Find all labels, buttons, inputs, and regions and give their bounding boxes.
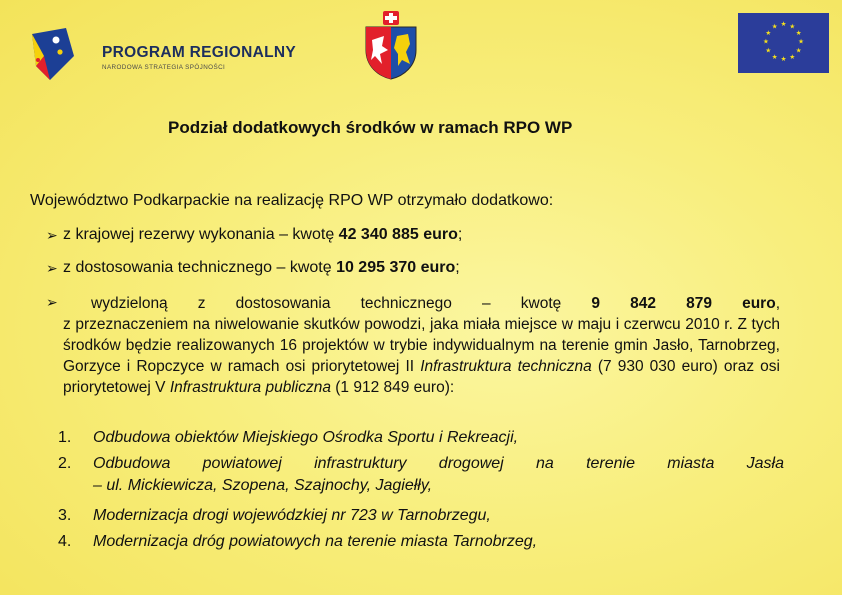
svg-text:★: ★: [780, 20, 787, 28]
program-subtitle: NARODOWA STRATEGIA SPÓJNOŚCI: [102, 64, 226, 71]
arrow-bullet-icon: ➢: [46, 260, 58, 276]
list-item: [58, 531, 784, 553]
svg-text:★: ★: [765, 28, 772, 37]
list-item-text: Odbudowa obiektów Miejskiego Ośrodka Sportu i Rekreacji,: [93, 429, 519, 446]
list-item: [58, 427, 784, 453]
program-title: PROGRAM REGIONALNY: [102, 44, 296, 61]
amount: 42 340 885 euro: [338, 226, 458, 243]
amount: 9 842 879 euro: [591, 295, 776, 312]
slide-title: Podział dodatkowych środków w ramach RPO WP: [168, 118, 573, 137]
bullet-text: z dostosowania technicznego – kwotę 10 295 370 euro;: [63, 259, 460, 276]
program-regionalny-logo: [30, 26, 296, 84]
svg-text:★: ★: [771, 22, 778, 31]
list-number: 1.: [58, 429, 72, 446]
svg-text:★: ★: [789, 22, 796, 31]
program-regionalny-logo-mark: [30, 26, 76, 82]
list-number: 2.: [58, 455, 72, 472]
svg-text:★: ★: [762, 37, 769, 46]
svg-text:★: ★: [795, 46, 802, 55]
bullet-text: z krajowej rezerwy wykonania – kwotę 42 340 885 euro;: [63, 226, 463, 243]
svg-text:★: ★: [795, 28, 802, 37]
amount: 10 295 370 euro: [336, 259, 456, 276]
list-item-text: Modernizacja drogi wojewódzkiej nr 723 w Tarnobrzegu,: [93, 507, 491, 524]
list-item-text: Modernizacja dróg powiatowych na terenie miasta Tarnobrzeg,: [93, 533, 538, 550]
list-item: [58, 453, 784, 505]
priority-axis-2: Infrastruktura techniczna: [420, 358, 592, 375]
svg-text:★: ★: [789, 52, 796, 61]
projects-list: [58, 427, 784, 553]
arrow-bullet-icon: ➢: [46, 227, 58, 243]
bullet-first-line: wydzieloną z dostosowania technicznego – kwotę 9 842 879 euro,: [91, 295, 780, 312]
intro-text: Województwo Podkarpackie na realizację RPO WP otrzymało dodatkowo:: [30, 192, 554, 209]
svg-text:★: ★: [765, 46, 772, 55]
priority-axis-5: Infrastruktura publiczna: [169, 379, 331, 396]
eu-flag-icon: [738, 13, 829, 73]
svg-text:★: ★: [771, 52, 778, 61]
list-item: [58, 505, 784, 531]
bullet-flood-allocation: wydzieloną z dostosowania technicznego – kwotę 9 842 879 euro, z przeznaczeniem na niwelowanie skutków powodzi, jaka miała miejsce w maju i czerwcu 2010 r. Z tych środków będzie realizowanych 16 projektów w trybie indywidualnym na terenie gmin Jasło, Tarnobrzeg, Gorzyce i Ropczyce w ramach osi priorytetowej II Infrastruktura techniczna (7 930 030 euro) oraz osi priorytetowej V Infrastruktura publiczna (1 912 849 euro):: [63, 295, 780, 396]
list-item-text: Odbudowa powiatowej infrastruktury drogowej na terenie miasta Jasła: [93, 455, 784, 472]
arrow-bullet-icon: ➢: [46, 294, 58, 310]
list-item-text-continued: – ul. Mickiewicza, Szopena, Szajnochy, Jagiełły,: [93, 477, 433, 494]
list-number: 4.: [58, 533, 72, 550]
podkarpackie-coat-of-arms: [362, 10, 420, 80]
svg-text:★: ★: [780, 55, 787, 64]
list-number: 3.: [58, 507, 72, 524]
svg-text:★: ★: [798, 37, 805, 46]
